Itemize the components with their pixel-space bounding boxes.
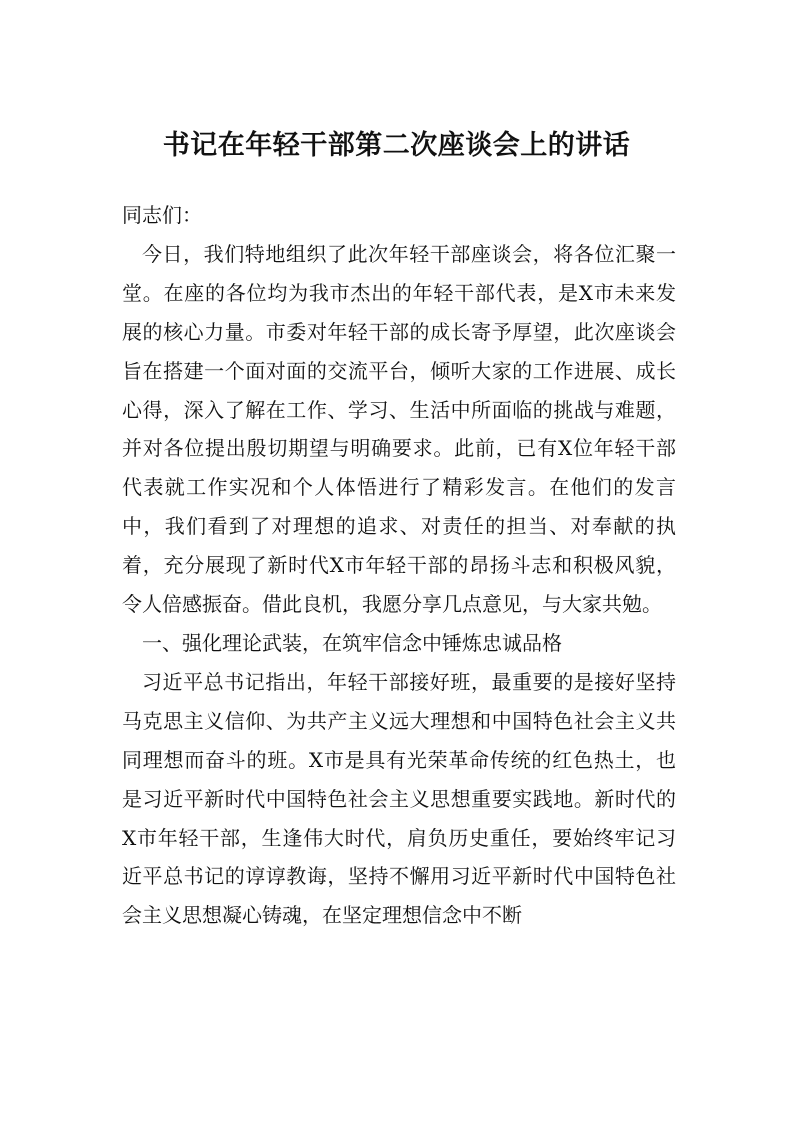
salutation: 同志们： (122, 203, 202, 227)
document-title: 书记在年轻干部第二次座谈会上的讲话 (162, 130, 631, 161)
section-heading-1: 一、强化理论武装，在筑牢信念中锤炼忠诚品格 (142, 630, 562, 655)
document-body (122, 196, 676, 935)
paragraph-opening: 今日，我们特地组织了此次年轻干部座谈会，将各位汇聚一堂。在座的各位均为我市杰出的年轻干部代表，是X市未来发展的核心力量。市委对年轻干部的成长寄予厚望，此次座谈会旨在搭建一个面对面的交流平台，倾听大家的工作进展、成长心得，深入了解在工作、学习、生活中所面临的挑战与难题，并对各位提出殷切期望与明确要求。此前，已有X位年轻干部代表就工作实况和个人体悟进行了精彩发言。在他们的发言中，我们看到了对理想的追求、对责任的担当、对奉献的执着，充分展现了新时代X市年轻干部的昂扬斗志和积极风貌，令人倍感振奋。借此良机，我愿分享几点意见，与大家共勉。 (122, 241, 676, 617)
paragraph-section-1: 习近平总书记指出，年轻干部接好班，最重要的是接好坚持马克思主义信仰、为共产主义远大理想和中国特色社会主义共同理想而奋斗的班。X市是具有光荣革命传统的红色热土，也是习近平新时代中国特色社会主义思想重要实践地。新时代的X市年轻干部，生逢伟大时代，肩负历史重任，要始终牢记习近平总书记的谆谆教诲，坚持不懈用习近平新时代中国特色社会主义思想凝心铸魂，在坚定理想信念中不断 (122, 669, 676, 928)
